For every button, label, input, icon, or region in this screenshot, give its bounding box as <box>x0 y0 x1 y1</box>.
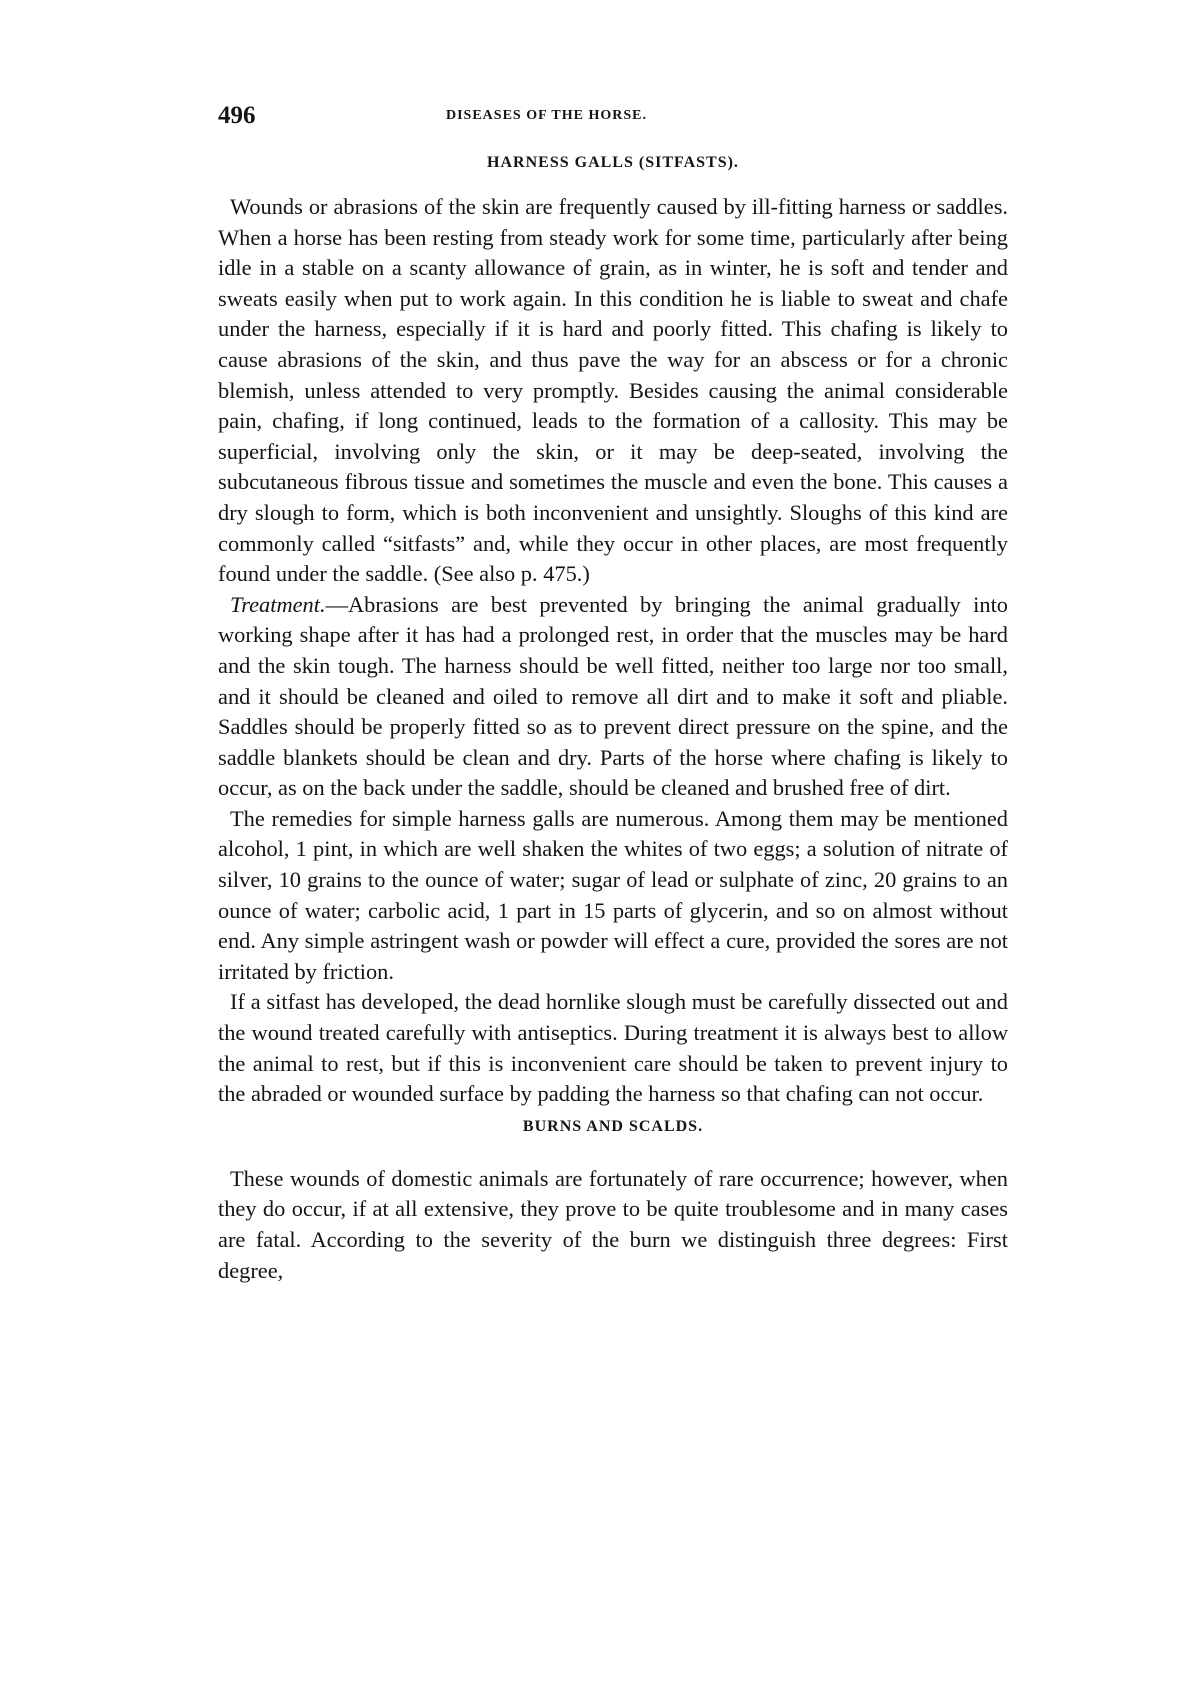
paragraph-text: Wounds or abrasions of the skin are frequently caused by ill-fitting harness or saddles. When a horse has been resting from steady work for some time, particularly after being idle in a stable on a scanty allowance of grain, as in winter, he is soft and tender and sweats easily when put to work again. In this condition he is liable to sweat and chafe under the harness, especially if it is hard and poorly fitted. This chafing is likely to cause abrasions of the skin, and thus pave the way for an abscess or for a chronic blemish, unless attended to very promptly. Besides causing the animal considerable pain, chafing, if long continued, leads to the formation of a callosity. This may be superficial, involving only the skin, or it may be deep-seated, involving the subcutaneous fibrous tissue and sometimes the muscle and even the bone. This causes a dry slough to form, which is both inconvenient and unsightly. Sloughs of this kind are commonly called “sitfasts” and, while they occur in other places, are most frequently found under the saddle. (See also p. 475.) <box>218 194 1008 587</box>
section-title: BURNS AND SCALDS. <box>522 1117 704 1135</box>
page-number: 496 <box>218 102 256 129</box>
paragraph <box>218 987 1008 1109</box>
paragraph <box>218 804 1008 988</box>
section-burns-and-scalds <box>218 1118 1008 1286</box>
paragraph-text: These wounds of domestic animals are fortunately of rare occurrence; however, when they do occur, if at all extensive, they prove to be quite troublesome and in many cases are fatal. According to the severity of the burn we distinguish three degrees: First degree, <box>218 1165 1008 1283</box>
paragraph <box>218 192 1008 590</box>
paragraph <box>218 1164 1008 1286</box>
paragraph-text: —Abrasions are best prevented by bringing the animal gradually into working shape after it has had a prolonged rest, in order that the muscles may be hard and the skin tough. The harness should be well fitted, neither too large nor too small, and it should be cleaned and oiled to remove all dirt and to make it soft and pliable. Saddles should be properly fitted so as to prevent direct pressure on the spine, and the saddle blankets should be clean and dry. Parts of the horse where chafing is likely to occur, as on the back under the saddle, should be cleaned and brushed free of dirt. <box>218 591 1008 801</box>
paragraph-text: If a sitfast has developed, the dead hornlike slough must be carefully dissected out and the wound treated carefully with antiseptics. During treatment it is always best to allow the animal to rest, but if this is inconvenient care should be taken to prevent injury to the abraded or wounded surface by padding the harness so that chafing can not occur. <box>218 989 1008 1107</box>
book-page <box>218 96 1008 1286</box>
running-head: DISEASES OF THE HORSE. <box>446 108 647 123</box>
paragraph-text: The remedies for simple harness galls are numerous. Among them may be mentioned alcohol, 1 pint, in which are well shaken the whites of two eggs; a solution of nitrate of silver, 10 grains to the ounce of water; sugar of lead or sulphate of zinc, 20 grains to an ounce of water; carbolic acid, 1 part in 15 parts of glycerin, and so on almost without end. Any simple astringent wash or powder will effect a cure, provided the sores are not irritated by friction. <box>218 805 1008 984</box>
section-harness-galls <box>218 154 1008 1110</box>
page-header <box>218 96 1008 136</box>
section-title: HARNESS GALLS (SITFASTS). <box>487 154 739 171</box>
paragraph <box>218 590 1008 804</box>
paragraph-lead: Treatment. <box>230 591 326 617</box>
